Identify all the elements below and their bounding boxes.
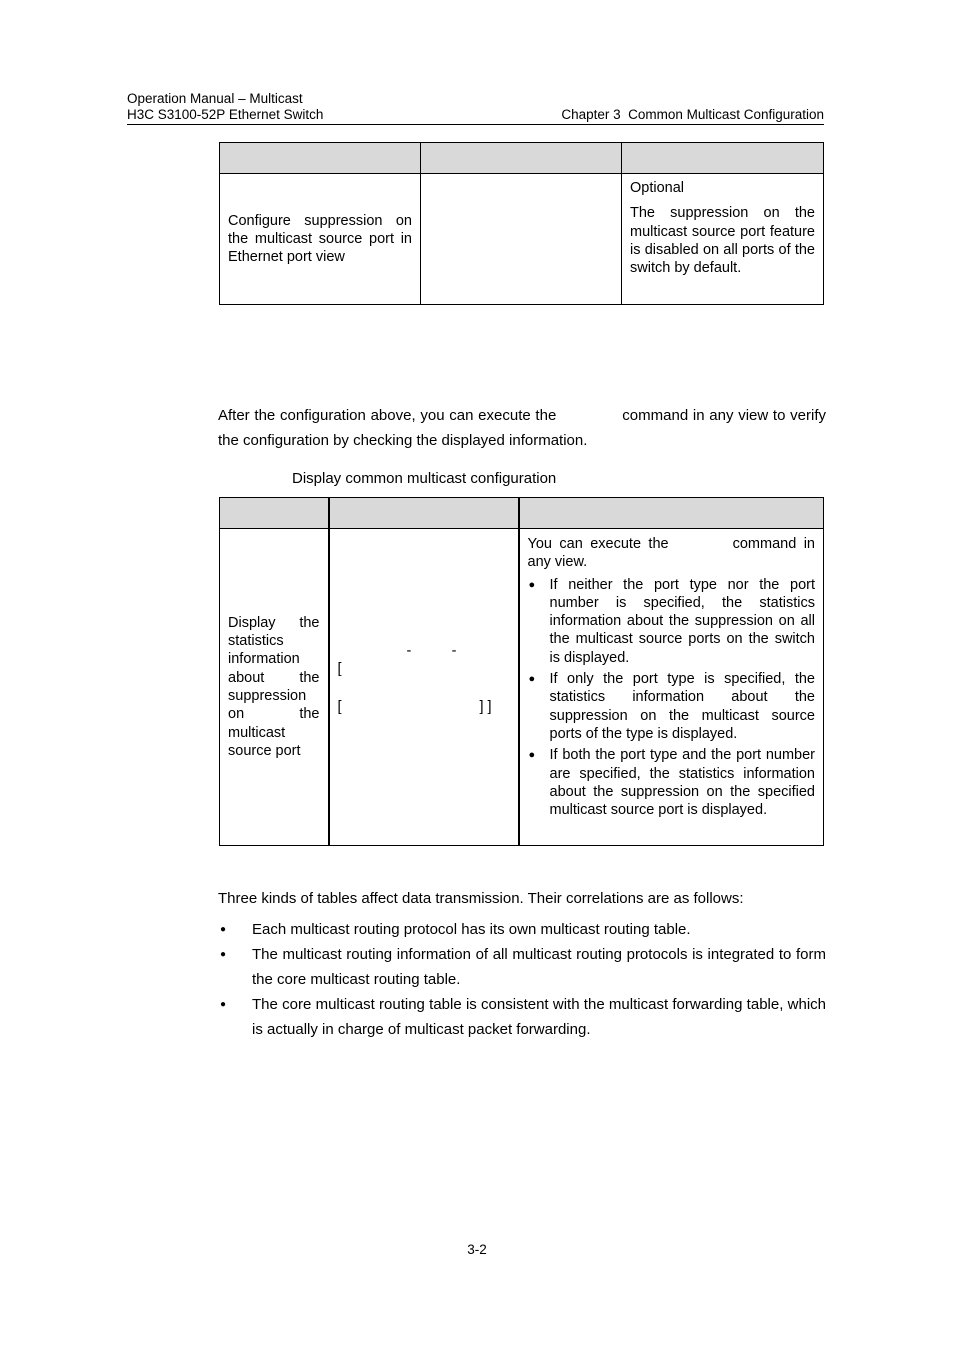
table-row bbox=[220, 529, 824, 846]
cell-command bbox=[421, 174, 622, 305]
table-header-row bbox=[220, 498, 824, 529]
command-line3-close: ] ] bbox=[479, 699, 492, 715]
operation-text: Configure suppression on the multicast source port in Ethernet port view bbox=[228, 212, 412, 266]
list-item: ● The core multicast routing table is consistent with the multicast forwarding table, which is actually in charge of multicast packet forwarding. bbox=[218, 992, 826, 1042]
cell-command bbox=[329, 529, 519, 846]
header-cell-command bbox=[329, 498, 519, 529]
cell-operation bbox=[220, 174, 421, 305]
display-intro-after: command in any view to verify the configuration by checking the displayed information. bbox=[218, 407, 826, 449]
remarks-optional: Optional bbox=[630, 180, 685, 196]
list-item: ● The multicast routing information of all multicast routing protocols is integrated to form the core multicast routing table. bbox=[218, 942, 826, 992]
display-intro bbox=[218, 403, 826, 453]
cell-remarks bbox=[519, 529, 824, 846]
tables-bullet-list bbox=[218, 917, 826, 1042]
remarks-detail: The suppression on the multicast source port feature is disabled on all ports of the switch by default. bbox=[630, 205, 815, 277]
suppression-config-table bbox=[219, 142, 824, 305]
command-line1: - - bbox=[406, 643, 457, 659]
bullet-icon: ● bbox=[528, 673, 536, 686]
display-intro-before: After the configuration above, you can execute the bbox=[218, 407, 557, 424]
cell-remarks bbox=[622, 174, 824, 305]
remarks-intro-after: command in any view. bbox=[527, 536, 815, 571]
header-cell-operation bbox=[220, 143, 421, 174]
list-item: ● If neither the port type nor the port number is specified, the statistics information about the suppression on all the multicast source ports on the switch is displayed. bbox=[528, 576, 815, 666]
manual-title: Operation Manual – Multicast bbox=[127, 91, 303, 106]
header-cell-command bbox=[421, 143, 622, 174]
display-config-table bbox=[219, 497, 824, 846]
remarks-bullet-list bbox=[528, 576, 816, 820]
list-item: ● Each multicast routing protocol has its own multicast routing table. bbox=[218, 917, 826, 942]
header-cell-operation bbox=[220, 498, 329, 529]
bullet-icon: ● bbox=[528, 749, 536, 762]
command-line3-open: [ bbox=[337, 699, 342, 715]
remarks-intro-before: You can execute the bbox=[527, 536, 669, 552]
operation-text: Display the statistics information about the suppression on the multicast source port bbox=[228, 614, 320, 759]
header-cell-remarks bbox=[519, 498, 824, 529]
header-cell-remarks bbox=[622, 143, 824, 174]
list-item: ● If both the port type and the port number are specified, the statistics information about the suppression on the specified multicast source port is displayed. bbox=[528, 747, 815, 819]
tables-intro: Three kinds of tables affect data transmission. Their correlations are as follows: bbox=[218, 890, 744, 907]
bullet-icon: ● bbox=[220, 949, 227, 960]
product-name: H3C S3100-52P Ethernet Switch bbox=[127, 107, 324, 122]
bullet-icon: ● bbox=[528, 578, 536, 591]
remarks-intro bbox=[528, 535, 816, 572]
table-header-row bbox=[220, 143, 824, 174]
table-caption: Display common multicast configuration bbox=[292, 470, 557, 487]
page-number: 3-2 bbox=[467, 1242, 487, 1257]
chapter-title: Chapter 3 Common Multicast Configuration bbox=[561, 107, 824, 122]
table-row bbox=[220, 174, 824, 305]
list-item: ● If only the port type is specified, the statistics information about the suppression on the multicast source ports of the type is displayed. bbox=[528, 671, 815, 742]
bullet-icon: ● bbox=[220, 924, 227, 935]
cell-operation bbox=[220, 529, 329, 846]
header-rule bbox=[127, 124, 824, 125]
bullet-icon: ● bbox=[220, 999, 227, 1010]
command-line2: [ bbox=[337, 661, 342, 677]
